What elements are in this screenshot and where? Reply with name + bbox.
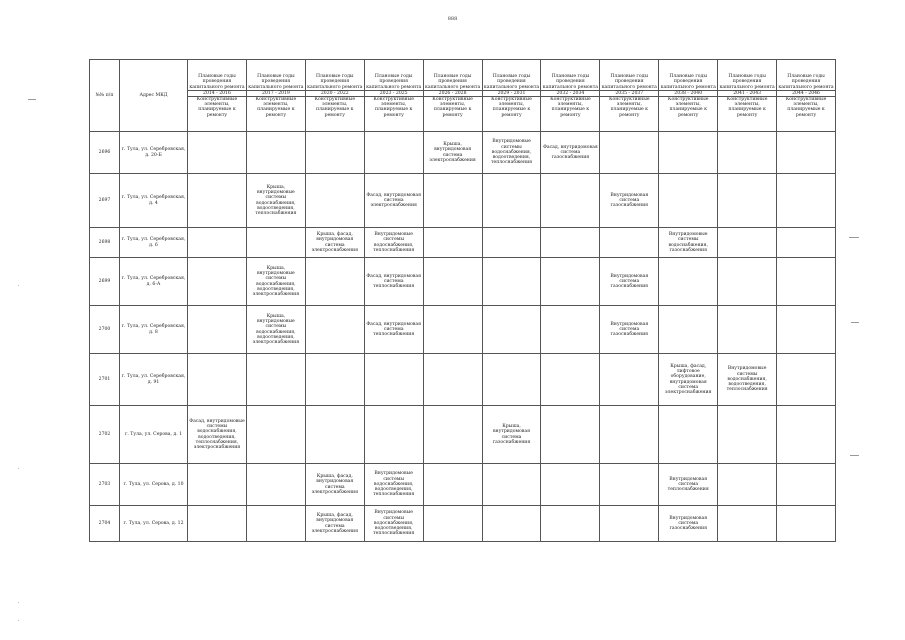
row-number: 2702 xyxy=(90,406,120,464)
repair-elements-cell xyxy=(541,464,600,506)
header-subtitle-11: Конструктивные элементы, планируемые к ремонту xyxy=(777,97,836,132)
header-period-years: 2041 - 2043 xyxy=(718,90,776,96)
repair-elements-cell xyxy=(659,258,718,306)
repair-elements-cell xyxy=(482,354,541,406)
repair-elements-cell xyxy=(482,306,541,354)
header-period-label: Плановые годы проведения капитального ремонта xyxy=(660,74,716,90)
table-row xyxy=(90,464,836,506)
row-number: 2703 xyxy=(90,464,120,506)
repair-elements-cell xyxy=(600,228,659,258)
repair-elements-cell: Внутридомовая система газоснабжения xyxy=(600,174,659,228)
header-period-label: Плановые годы проведения капитального ремонта xyxy=(719,74,775,90)
repair-elements-cell xyxy=(246,464,305,506)
repair-elements-cell xyxy=(305,174,364,228)
header-period-10 xyxy=(718,60,777,97)
repair-elements-cell xyxy=(423,174,482,228)
repair-elements-cell xyxy=(718,228,777,258)
repair-elements-cell xyxy=(423,228,482,258)
header-period-7 xyxy=(541,60,600,97)
table-row xyxy=(90,306,836,354)
repair-elements-cell xyxy=(600,506,659,542)
header-period-2 xyxy=(246,60,305,97)
repair-elements-cell xyxy=(188,306,247,354)
repair-elements-cell xyxy=(188,464,247,506)
repair-elements-cell xyxy=(482,464,541,506)
page-number: 888 xyxy=(447,16,458,22)
repair-elements-cell xyxy=(482,174,541,228)
table-row xyxy=(90,506,836,542)
row-number: 2697 xyxy=(90,174,120,228)
repair-elements-cell xyxy=(541,354,600,406)
header-period-1 xyxy=(188,60,247,97)
header-period-3 xyxy=(305,60,364,97)
header-address: Адрес МКД xyxy=(120,60,188,132)
repair-elements-cell xyxy=(246,354,305,406)
margin-mark xyxy=(28,99,36,100)
repair-elements-cell: Внутридомовая система газоснабжения xyxy=(600,258,659,306)
header-period-4 xyxy=(364,60,423,97)
row-address: г. Тула, ул. Серебровская, д. 4 xyxy=(120,174,188,228)
repair-elements-cell xyxy=(188,132,247,174)
repair-elements-cell xyxy=(659,306,718,354)
repair-elements-cell: Фасад, внутридомовая система теплоснабжения xyxy=(364,258,423,306)
repair-elements-cell: Крыша, внутридомовые системы водоснабжения, водоотведения, теплоснабжения xyxy=(246,174,305,228)
repair-elements-cell xyxy=(718,132,777,174)
row-address: г. Тула, ул. Серебровская, д. 8 xyxy=(120,306,188,354)
repair-elements-cell xyxy=(305,406,364,464)
repair-elements-cell: Крыша, внутридомовая система газоснабжения xyxy=(482,406,541,464)
repair-elements-cell xyxy=(777,132,836,174)
header-period-6 xyxy=(482,60,541,97)
repair-elements-cell xyxy=(718,464,777,506)
header-period-years: 2023 - 2025 xyxy=(365,90,423,96)
repair-elements-cell xyxy=(188,258,247,306)
header-subtitle-1: Конструктивные элементы, планируемые к ремонту xyxy=(188,97,247,132)
repair-elements-cell xyxy=(541,174,600,228)
header-subtitle-6: Конструктивные элементы, планируемые к ремонту xyxy=(482,97,541,132)
repair-elements-cell: Внутридомовые системы водоснабжения, водоотведения, теплоснабжения xyxy=(364,506,423,542)
repair-elements-cell: Крыша, внутридомовые системы водоснабжения, водоотведения, электроснабжения xyxy=(246,306,305,354)
repair-elements-cell xyxy=(777,354,836,406)
repair-elements-cell: Фасад, внутридомовая система теплоснабжения xyxy=(364,306,423,354)
repair-elements-cell xyxy=(188,228,247,258)
header-period-8 xyxy=(600,60,659,97)
header-period-years: 2032 - 2034 xyxy=(541,90,599,96)
repair-elements-cell xyxy=(718,306,777,354)
repair-elements-cell xyxy=(305,306,364,354)
row-address: г. Тула, ул. Серебровская, д. 6 xyxy=(120,228,188,258)
row-number: 2696 xyxy=(90,132,120,174)
row-address: г. Тула, ул. Серова, д. 1 xyxy=(120,406,188,464)
repair-elements-cell xyxy=(718,406,777,464)
repair-elements-cell xyxy=(777,406,836,464)
repair-elements-cell xyxy=(482,506,541,542)
repair-elements-cell: Фасад, внутридомовые системы водоснабжения, водоотведения, теплоснабжения, электроснабжения xyxy=(188,406,247,464)
repair-elements-cell xyxy=(482,228,541,258)
repair-elements-cell xyxy=(718,258,777,306)
repair-elements-cell: Крыша, фасад, внутридомовая система электроснабжения xyxy=(305,464,364,506)
row-address: г. Тула, ул. Серебровская, д. 91 xyxy=(120,354,188,406)
repair-elements-cell xyxy=(364,406,423,464)
repair-elements-cell: Крыша, внутридомовая система электроснабжения xyxy=(423,132,482,174)
table-row xyxy=(90,258,836,306)
repair-elements-cell xyxy=(246,132,305,174)
repair-elements-cell: Крыша, внутридомовые системы водоснабжения, водоотведения, электроснабжения xyxy=(246,258,305,306)
repair-elements-cell xyxy=(659,132,718,174)
row-number: 2698 xyxy=(90,228,120,258)
repair-elements-cell xyxy=(659,174,718,228)
repair-elements-cell xyxy=(541,506,600,542)
repair-elements-cell xyxy=(364,354,423,406)
repair-elements-cell xyxy=(188,174,247,228)
repair-elements-cell xyxy=(600,132,659,174)
repair-elements-cell xyxy=(423,506,482,542)
header-period-years: 2026 - 2028 xyxy=(424,90,482,96)
repair-elements-cell xyxy=(600,406,659,464)
margin-dot xyxy=(18,285,19,286)
repair-elements-cell xyxy=(541,258,600,306)
header-num: №№ п/п xyxy=(90,60,120,132)
repair-elements-cell xyxy=(777,174,836,228)
repair-elements-cell xyxy=(777,506,836,542)
repair-elements-cell xyxy=(718,506,777,542)
repair-elements-cell xyxy=(600,464,659,506)
repair-elements-cell xyxy=(305,354,364,406)
margin-dot xyxy=(18,468,19,469)
header-period-years: 2029 - 2031 xyxy=(483,90,541,96)
header-period-label: Плановые годы проведения капитального ремонта xyxy=(601,74,657,90)
margin-mark xyxy=(849,237,859,238)
header-subtitle-9: Конструктивные элементы, планируемые к ремонту xyxy=(659,97,718,132)
header-period-label: Плановые годы проведения капитального ремонта xyxy=(366,74,422,90)
repair-elements-cell xyxy=(305,132,364,174)
header-period-label: Плановые годы проведения капитального ремонта xyxy=(189,74,245,90)
repair-elements-cell xyxy=(246,506,305,542)
header-subtitle-row xyxy=(90,97,836,132)
header-period-years: 2020 - 2022 xyxy=(306,90,364,96)
repair-elements-cell: Внутридомовые системы водоснабжения, водоотведения, теплоснабжения xyxy=(482,132,541,174)
repair-elements-cell xyxy=(600,354,659,406)
margin-mark xyxy=(850,455,859,456)
repair-elements-cell: Внутридомовая система теплоснабжения xyxy=(659,464,718,506)
header-period-label: Плановые годы проведения капитального ремонта xyxy=(778,74,834,90)
repair-elements-cell xyxy=(423,258,482,306)
repair-schedule-table xyxy=(89,59,836,542)
repair-elements-cell xyxy=(541,406,600,464)
header-period-5 xyxy=(423,60,482,97)
header-period-years: 2035 - 2037 xyxy=(600,90,658,96)
repair-elements-cell xyxy=(718,174,777,228)
header-period-label: Плановые годы проведения капитального ремонта xyxy=(483,74,540,90)
table-row xyxy=(90,354,836,406)
repair-elements-cell: Крыша, фасад, внутридомовая система электроснабжения xyxy=(305,506,364,542)
table-row xyxy=(90,132,836,174)
margin-dot xyxy=(18,620,19,621)
repair-elements-cell xyxy=(188,354,247,406)
row-address: г. Тула, ул. Серебровская, д. 6-А xyxy=(120,258,188,306)
row-number: 2701 xyxy=(90,354,120,406)
header-subtitle-4: Конструктивные элементы, планируемые к ремонту xyxy=(364,97,423,132)
repair-elements-cell xyxy=(246,406,305,464)
repair-elements-cell xyxy=(188,506,247,542)
header-period-years: 2017 - 2019 xyxy=(247,90,305,96)
header-period-label: Плановые годы проведения капитального ремонта xyxy=(307,74,363,90)
header-period-label: Плановые годы проведения капитального ремонта xyxy=(248,74,304,90)
table-row xyxy=(90,228,836,258)
repair-elements-cell: Крыша, фасад, лифтовое оборудование, внутридомовая система электроснабжения xyxy=(659,354,718,406)
row-address: г. Тула, ул. Серова, д. 10 xyxy=(120,464,188,506)
repair-elements-cell xyxy=(423,464,482,506)
repair-elements-cell xyxy=(423,306,482,354)
repair-elements-cell: Фасад, внутридомовая система электроснабжения xyxy=(364,174,423,228)
repair-elements-cell xyxy=(659,406,718,464)
repair-elements-cell xyxy=(246,228,305,258)
header-subtitle-5: Конструктивные элементы, планируемые к ремонту xyxy=(423,97,482,132)
repair-elements-cell xyxy=(423,354,482,406)
repair-elements-cell xyxy=(777,306,836,354)
row-address: г. Тула, ул. Серова, д. 12 xyxy=(120,506,188,542)
header-period-years: 2038 - 2040 xyxy=(659,90,717,96)
repair-elements-cell xyxy=(305,258,364,306)
repair-elements-cell: Внутридомовая система газоснабжения xyxy=(600,306,659,354)
margin-mark xyxy=(851,322,859,323)
repair-elements-cell: Внутридомовая система газоснабжения xyxy=(659,506,718,542)
repair-elements-cell xyxy=(777,258,836,306)
table-row xyxy=(90,406,836,464)
header-subtitle-3: Конструктивные элементы, планируемые к ремонту xyxy=(305,97,364,132)
row-number: 2700 xyxy=(90,306,120,354)
table-row xyxy=(90,174,836,228)
header-period-9 xyxy=(659,60,718,97)
repair-elements-cell xyxy=(541,228,600,258)
header-subtitle-8: Конструктивные элементы, планируемые к ремонту xyxy=(600,97,659,132)
repair-elements-cell xyxy=(482,258,541,306)
repair-elements-cell: Внутридомовые системы водоснабжения, водоотведения, теплоснабжения xyxy=(718,354,777,406)
repair-elements-cell xyxy=(364,132,423,174)
repair-elements-cell xyxy=(541,306,600,354)
row-number: 2699 xyxy=(90,258,120,306)
repair-elements-cell xyxy=(423,406,482,464)
repair-elements-cell xyxy=(777,464,836,506)
header-subtitle-10: Конструктивные элементы, планируемые к ремонту xyxy=(718,97,777,132)
header-period-label: Плановые годы проведения капитального ремонта xyxy=(542,74,599,90)
header-period-label: Плановые годы проведения капитального ремонта xyxy=(424,74,481,90)
header-subtitle-7: Конструктивные элементы, планируемые к ремонту xyxy=(541,97,600,132)
header-period-years: 2014 - 2016 xyxy=(188,90,246,96)
row-number: 2704 xyxy=(90,506,120,542)
repair-elements-cell: Крыша, фасад, внутридомовая система электроснабжения xyxy=(305,228,364,258)
repair-elements-cell: Внутридомовые системы водоснабжения, теплоснабжения xyxy=(364,228,423,258)
margin-dot xyxy=(18,602,19,603)
repair-elements-cell: Внутридомовые системы водоснабжения, газоснабжения xyxy=(659,228,718,258)
header-period-row xyxy=(90,60,836,97)
row-address: г. Тула, ул. Серебровская, д. 20-Б xyxy=(120,132,188,174)
repair-elements-cell: Фасад, внутридомовая система газоснабжения xyxy=(541,132,600,174)
header-period-years: 2044 - 2046 xyxy=(777,90,835,96)
repair-elements-cell: Внутридомовые системы водоснабжения, водоотведения, теплоснабжения xyxy=(364,464,423,506)
repair-elements-cell xyxy=(777,228,836,258)
header-subtitle-2: Конструктивные элементы, планируемые к ремонту xyxy=(246,97,305,132)
header-period-11 xyxy=(777,60,836,97)
